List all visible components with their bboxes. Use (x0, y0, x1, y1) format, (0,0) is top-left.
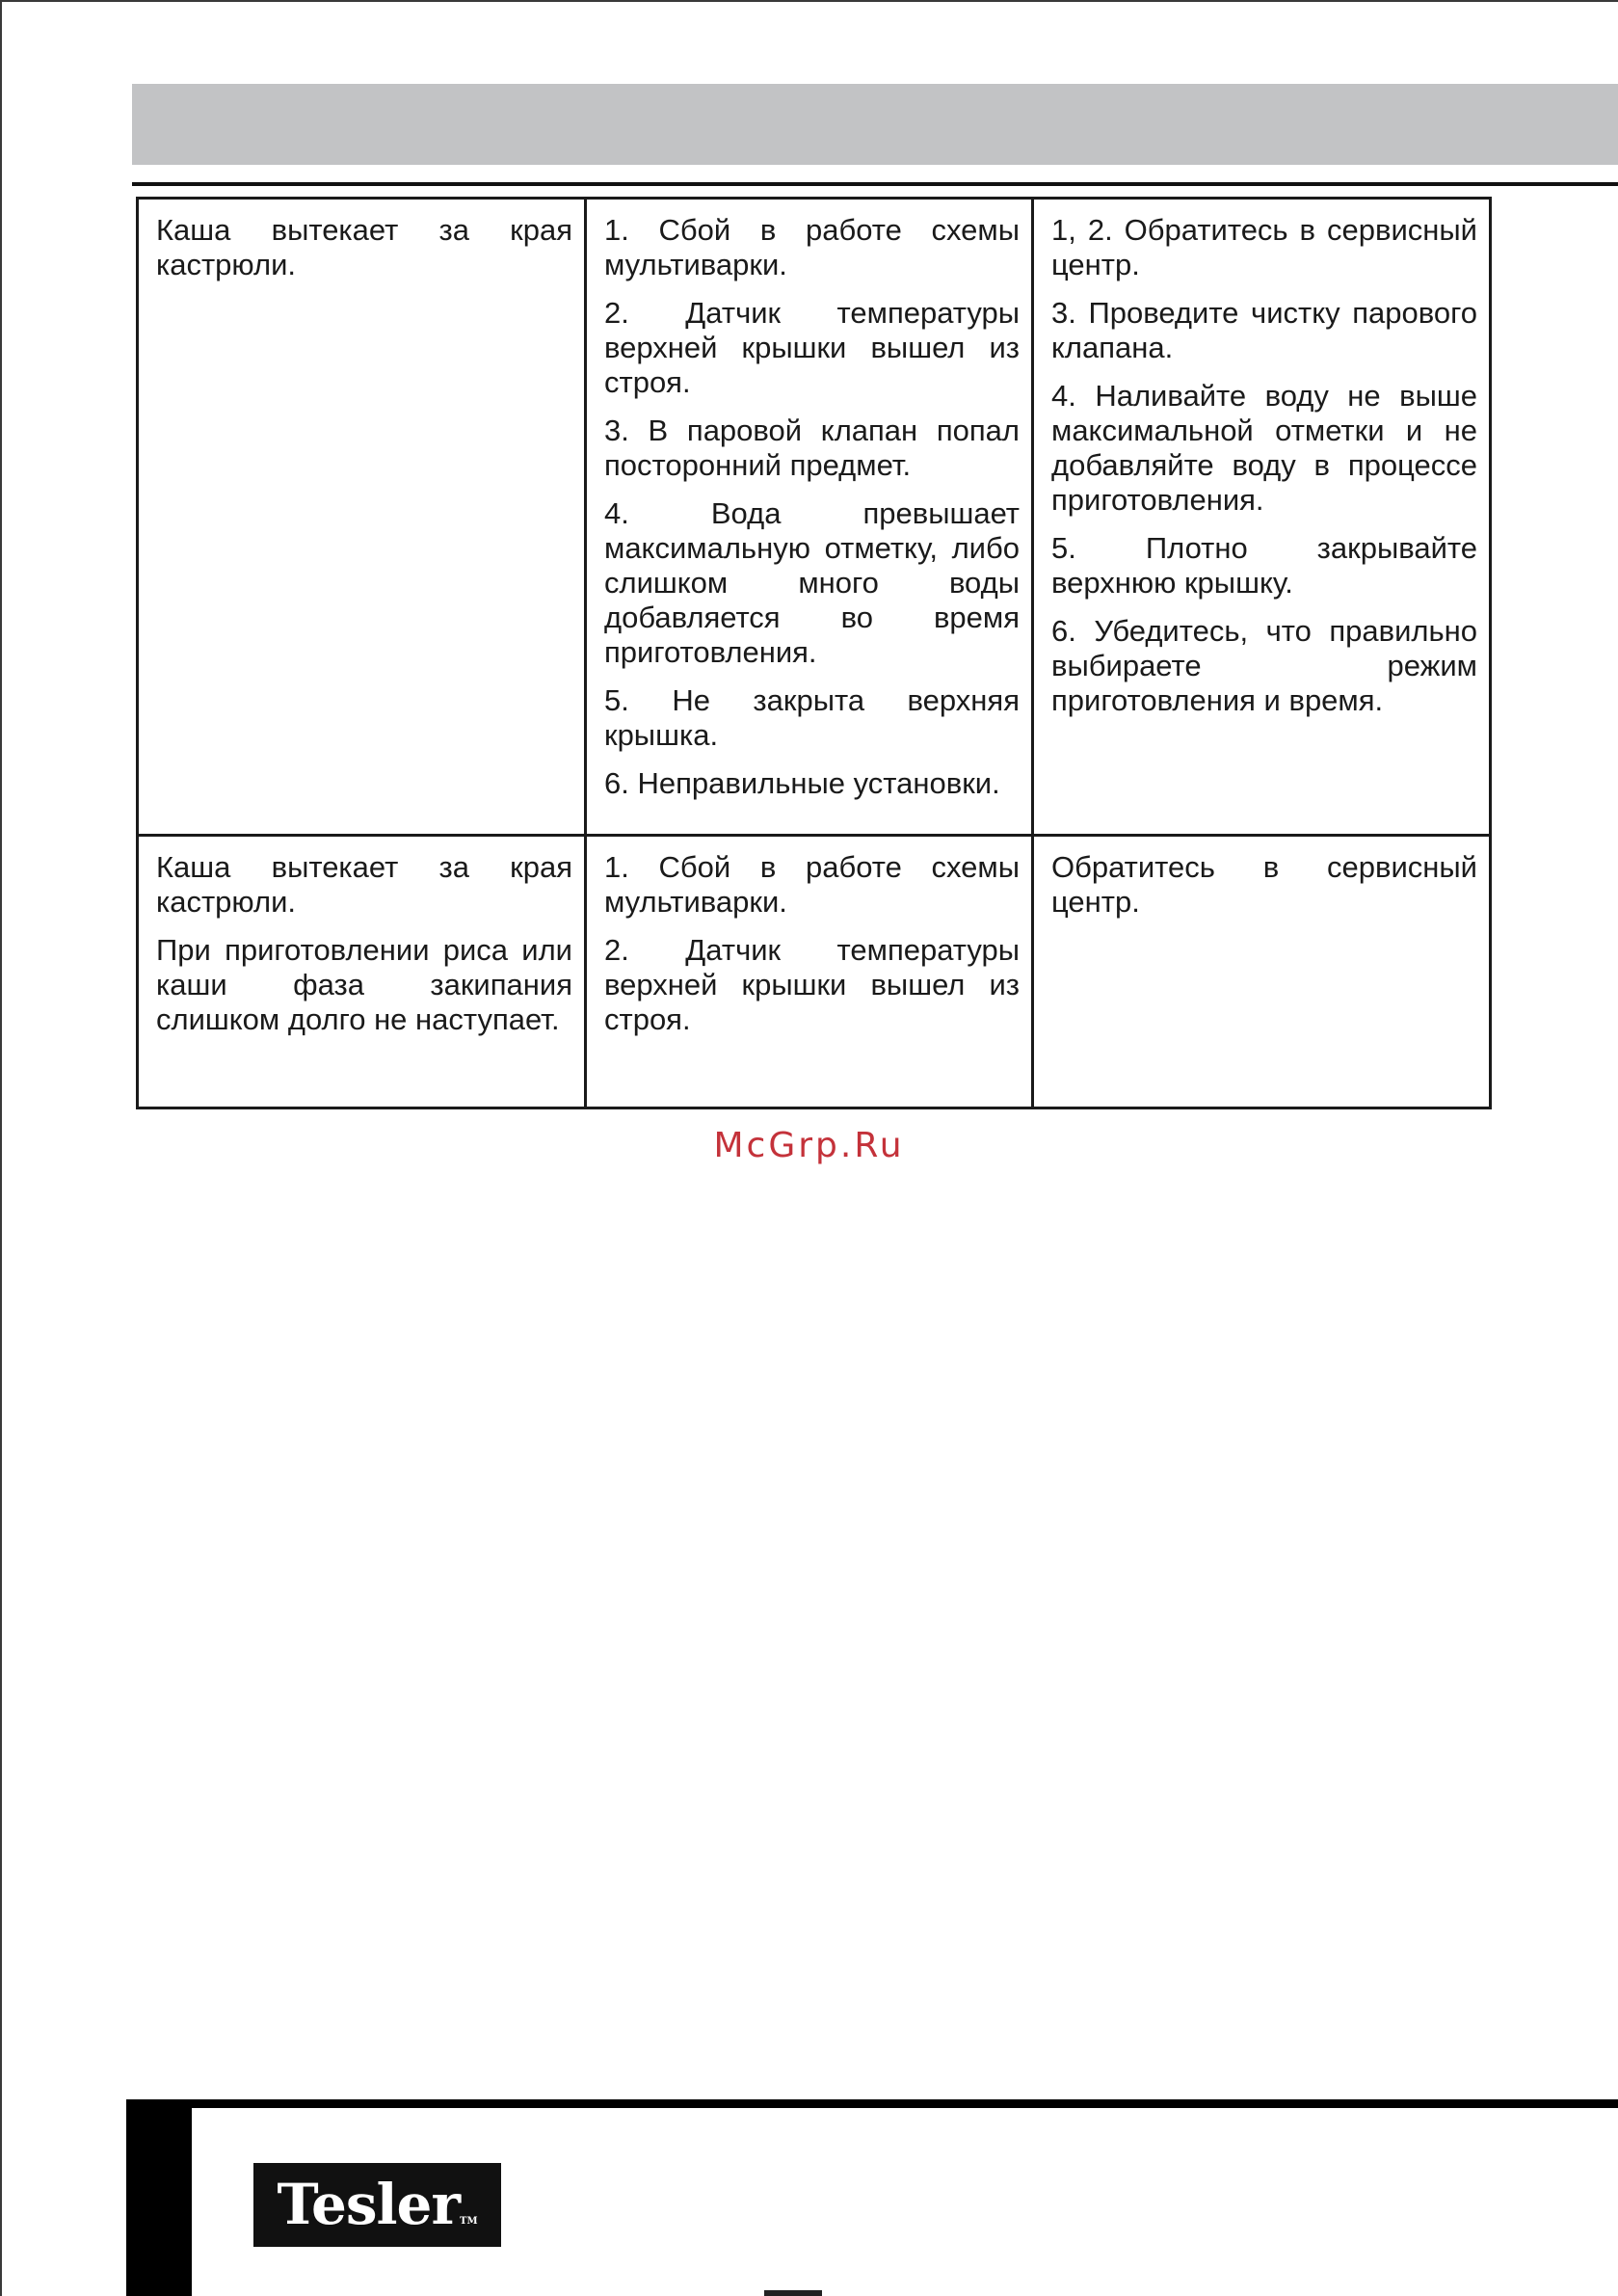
solution-item: Обратитесь в сервисный центр. (1051, 850, 1477, 919)
tesler-logo (253, 2163, 501, 2247)
cause-item: 1. Сбой в работе схемы мультиварки. (604, 213, 1020, 281)
logo-trademark: TM (460, 2216, 478, 2227)
solution-cell (1033, 836, 1491, 1108)
page-border-top (0, 0, 1618, 2)
symptom-text: Каша вытекает за края кастрюли. (156, 213, 572, 281)
symptom-text: При приготовлении риса или каши фаза закипания слишком долго не наступает. (156, 933, 572, 1036)
cause-item: 2. Датчик температуры верхней крышки вышел из строя. (604, 933, 1020, 1036)
solution-item: 3. Проведите чистку парового клапана. (1051, 296, 1477, 364)
cause-item: 4. Вода превышает максимальную отметку, либо слишком много воды добавляется во время приготовления. (604, 496, 1020, 669)
troubleshooting-table (136, 197, 1492, 1109)
page-marker (764, 2290, 822, 2296)
footer-side-bar (126, 2099, 192, 2296)
cause-cell (586, 836, 1033, 1108)
symptom-text: Каша вытекает за края кастрюли. (156, 850, 572, 919)
cause-cell (586, 199, 1033, 836)
logo-text: Tesler (277, 2172, 461, 2237)
solution-item: 5. Плотно закрывайте верхнюю крышку. (1051, 531, 1477, 600)
table-row (138, 199, 1491, 836)
solution-item: 4. Наливайте воду не выше максимальной отметки и не добавляйте воду в процессе приготовления. (1051, 379, 1477, 517)
cause-item: 5. Не закрыта верхняя крышка. (604, 683, 1020, 752)
cause-item: 2. Датчик температуры верхней крышки вышел из строя. (604, 296, 1020, 399)
cause-item: 1. Сбой в работе схемы мультиварки. (604, 850, 1020, 919)
header-band (132, 84, 1618, 165)
solution-cell (1033, 199, 1491, 836)
solution-item: 1, 2. Обратитесь в сервисный центр. (1051, 213, 1477, 281)
footer-rule (126, 2099, 1618, 2108)
symptom-cell (138, 199, 586, 836)
watermark-link[interactable]: McGrp.Ru (713, 1126, 905, 1165)
header-rule (132, 182, 1618, 186)
solution-item: 6. Убедитесь, что правильно выбираете режим приготовления и время. (1051, 614, 1477, 717)
cause-item: 6. Неправильные установки. (604, 766, 1000, 800)
cause-item: 3. В паровой клапан попал посторонний предмет. (604, 414, 1020, 482)
table-row (138, 836, 1491, 1108)
symptom-cell (138, 836, 586, 1108)
